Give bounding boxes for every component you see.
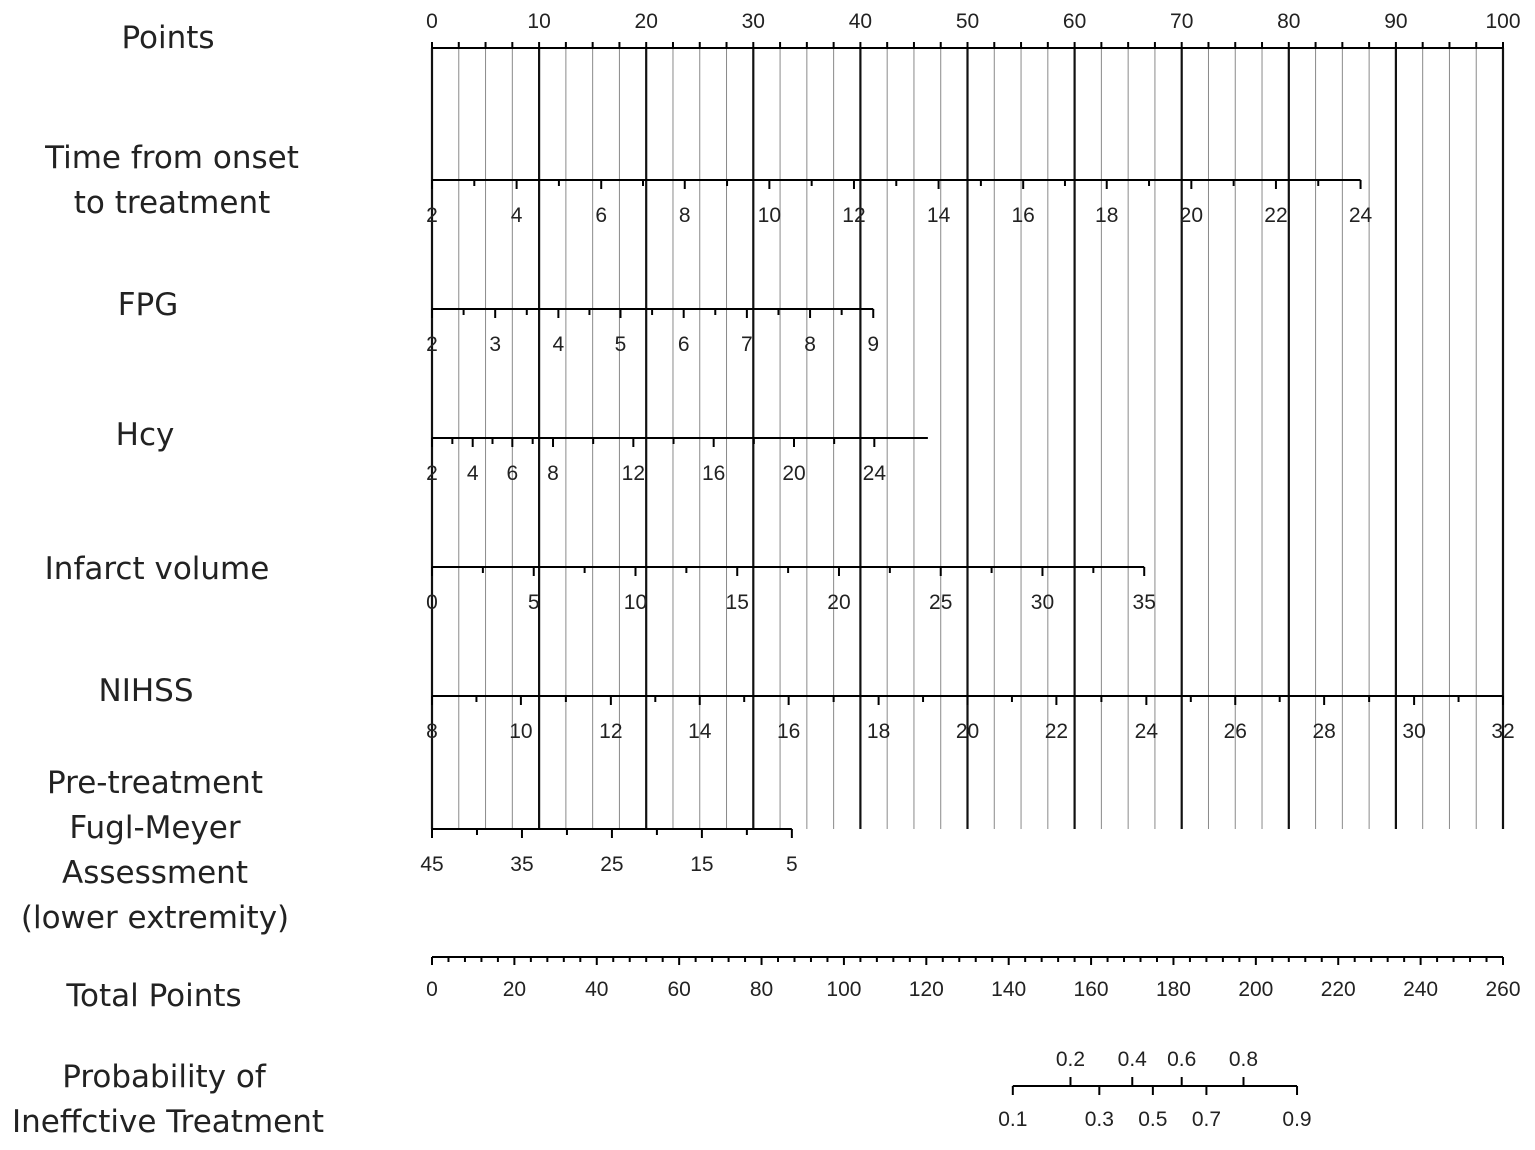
points-tick-label: 70 (1170, 10, 1194, 33)
predictor-tick-label: 25 (929, 591, 953, 614)
predictor-tick-label: 16 (776, 720, 801, 743)
predictor-tick-label: 24 (1134, 720, 1159, 743)
predictor-label: NIHSS (98, 673, 194, 709)
predictor-tick-label: 25 (600, 853, 624, 876)
predictor-tick-label: 45 (420, 853, 444, 876)
total-points-tick-label: 60 (667, 978, 691, 1001)
predictor-label: to treatment (73, 185, 271, 221)
predictor-tick-label: 4 (552, 333, 565, 356)
predictor-tick-label: 7 (741, 333, 753, 356)
predictor-tick-label: 10 (623, 591, 648, 614)
probability-tick-label-bottom: 0.1 (998, 1108, 1028, 1131)
predictor-tick-label: 24 (1348, 204, 1373, 227)
points-tick-label: 100 (1485, 10, 1521, 33)
points-label: Points (121, 20, 215, 56)
probability-tick-label-top: 0.6 (1167, 1048, 1197, 1071)
predictor-tick-label: 30 (1030, 591, 1055, 614)
predictor-tick-label: 12 (842, 204, 866, 227)
probability-tick-label-top: 0.2 (1055, 1048, 1086, 1071)
points-tick-label: 10 (527, 10, 551, 33)
predictor-tick-label: 24 (862, 462, 887, 485)
predictor-tick-label: 4 (510, 204, 523, 227)
total-points-tick-label: 140 (991, 978, 1027, 1001)
points-tick-label: 50 (955, 10, 980, 33)
total-points-tick-label: 40 (585, 978, 609, 1001)
predictor-tick-label: 22 (1044, 720, 1069, 743)
predictor-tick-label: 18 (1095, 204, 1119, 227)
predictor-label: Hcy (115, 417, 175, 453)
predictor-tick-label: 12 (621, 462, 646, 485)
predictor-label: (lower extremity) (20, 900, 290, 936)
predictor-tick-label: 10 (757, 204, 782, 227)
probability-tick-label-bottom: 0.7 (1191, 1108, 1222, 1131)
predictor-tick-label: 22 (1264, 204, 1288, 227)
probability-tick-label-bottom: 0.9 (1282, 1108, 1312, 1131)
total-points-tick-label: 20 (502, 978, 527, 1001)
total-points-tick-label: 120 (908, 978, 944, 1001)
predictor-tick-label: 10 (509, 720, 533, 743)
predictor-tick-label: 6 (677, 333, 690, 356)
total-points-tick-label: 0 (426, 978, 438, 1001)
total-points-tick-label: 180 (1155, 978, 1191, 1001)
row-labels (12, 20, 324, 1140)
total-points-tick-label: 160 (1073, 978, 1109, 1001)
predictor-tick-label: 8 (426, 720, 438, 743)
probability-tick-label-bottom: 0.3 (1084, 1108, 1114, 1131)
points-tick-label: 20 (634, 10, 658, 33)
predictor-tick-label: 5 (614, 333, 627, 356)
total-points-tick-label: 80 (749, 978, 774, 1001)
predictor-label: Time from onset (45, 140, 299, 176)
predictor-tick-label: 35 (1132, 591, 1156, 614)
total-points-tick-label: 100 (826, 978, 862, 1001)
predictor-tick-label: 26 (1223, 720, 1247, 743)
predictor-tick-label: 5 (527, 591, 540, 614)
points-tick-label: 90 (1384, 10, 1408, 33)
predictor-tick-label: 2 (426, 204, 438, 227)
predictor-tick-label: 18 (866, 720, 891, 743)
total-points-label: Total Points (66, 978, 242, 1014)
predictor-tick-label: 20 (827, 591, 851, 614)
predictor-tick-label: 20 (1179, 204, 1204, 227)
predictor-label: Assessment (62, 855, 248, 891)
predictor-label: Fugl-Meyer (69, 810, 241, 846)
predictor-tick-label: 15 (690, 853, 714, 876)
predictor-tick-label: 8 (678, 204, 691, 227)
total-points-tick-label: 240 (1403, 978, 1439, 1001)
predictor-tick-label: 8 (547, 462, 559, 485)
points-tick-label: 0 (426, 10, 438, 33)
predictor-label: Pre-treatment (47, 765, 263, 801)
points-tick-label: 30 (741, 10, 765, 33)
predictor-tick-label: 32 (1491, 720, 1515, 743)
points-tick-label: 80 (1277, 10, 1301, 33)
predictor-tick-label: 2 (426, 462, 438, 485)
probability-tick-label-top: 0.8 (1228, 1048, 1259, 1071)
predictor-tick-label: 12 (599, 720, 623, 743)
probability-label: Probability of (62, 1059, 266, 1095)
predictor-tick-label: 16 (1011, 204, 1035, 227)
predictor-tick-label: 8 (804, 333, 816, 356)
predictor-tick-label: 16 (701, 462, 726, 485)
points-tick-label: 60 (1062, 10, 1087, 33)
predictor-tick-label: 9 (867, 333, 880, 356)
predictor-tick-label: 20 (955, 720, 980, 743)
predictor-tick-label: 35 (510, 853, 534, 876)
predictor-tick-label: 4 (466, 462, 479, 485)
axes (420, 10, 1520, 1131)
predictor-label: FPG (117, 287, 179, 323)
predictor-tick-label: 14 (926, 204, 951, 227)
predictor-tick-label: 0 (426, 591, 438, 614)
predictor-tick-label: 28 (1312, 720, 1336, 743)
predictor-label: Infarct volume (44, 551, 270, 587)
probability-label: Ineffctive Treatment (11, 1104, 325, 1140)
predictor-tick-label: 20 (782, 462, 806, 485)
total-points-tick-label: 220 (1320, 978, 1356, 1001)
total-points-tick-label: 200 (1238, 978, 1274, 1001)
total-points-tick-label: 260 (1485, 978, 1521, 1001)
predictor-tick-label: 30 (1402, 720, 1426, 743)
predictor-tick-label: 2 (426, 333, 438, 356)
predictor-tick-label: 6 (506, 462, 519, 485)
predictor-tick-label: 15 (725, 591, 749, 614)
probability-tick-label-top: 0.4 (1117, 1048, 1147, 1071)
points-tick-label: 40 (848, 10, 873, 33)
probability-tick-label-bottom: 0.5 (1138, 1108, 1168, 1131)
predictor-tick-label: 14 (688, 720, 712, 743)
predictor-tick-label: 3 (489, 333, 502, 356)
predictor-tick-label: 5 (786, 853, 798, 876)
predictor-tick-label: 6 (595, 204, 608, 227)
